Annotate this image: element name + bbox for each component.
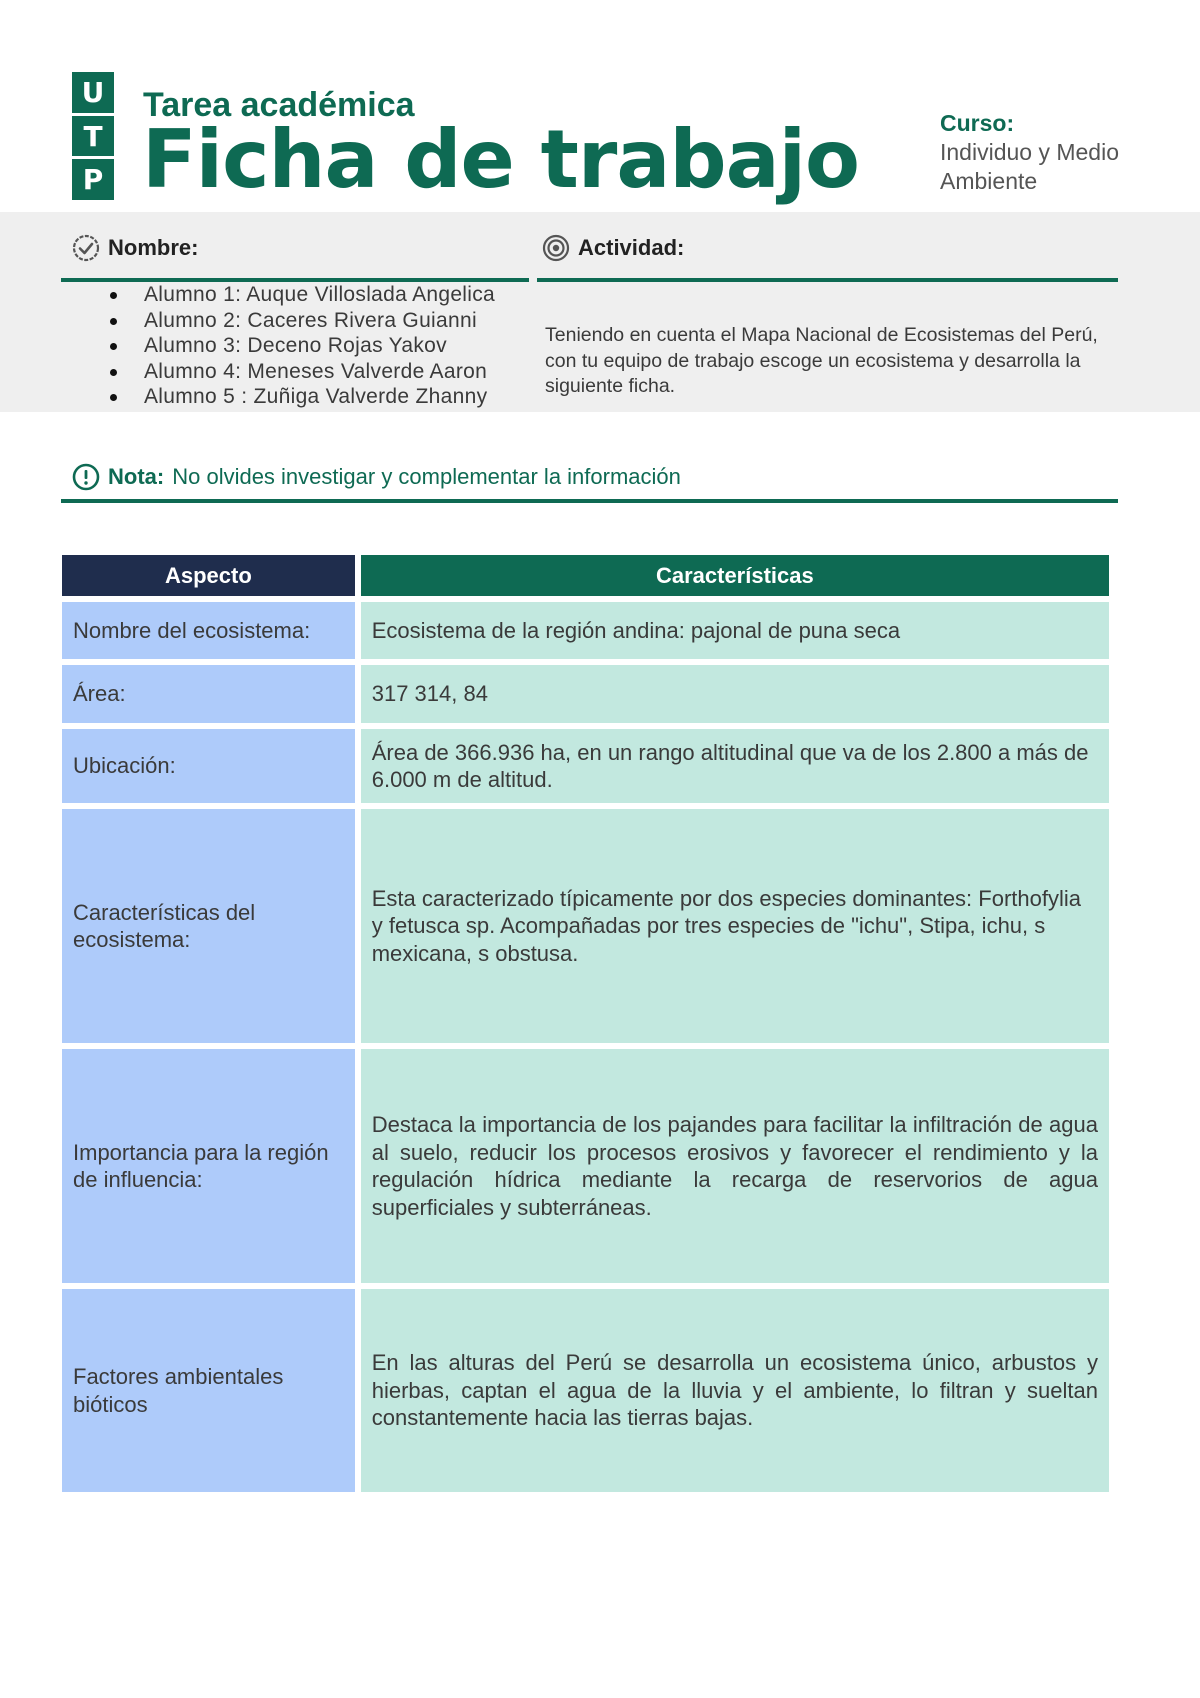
value-cell: Área de 366.936 ha, en un rango altitudinal que va de los 2.800 a más de 6.000 m de altitud. — [361, 729, 1109, 803]
list-item: Alumno 2: Caceres Rivera Guianni — [110, 308, 495, 334]
aspect-cell: Importancia para la región de influencia: — [62, 1049, 355, 1283]
table-header-row — [62, 555, 1109, 596]
activity-description: Teniendo en cuenta el Mapa Nacional de Ecosistemas del Perú, con tu equipo de trabajo escoge un ecosistema y desarrolla la siguiente ficha. — [545, 324, 1098, 397]
table-row — [62, 665, 1109, 723]
nombre-heading — [72, 234, 198, 262]
student-list — [110, 282, 495, 410]
target-icon — [542, 234, 570, 262]
value-cell: Esta caracterizado típicamente por dos especies dominantes: Forthofylia y fetusca sp. Acompañadas por tres especies de "ichu", Stipa, ichu, s mexicana, s obstusa. — [361, 809, 1109, 1043]
table-row — [62, 809, 1109, 1043]
table-row — [62, 602, 1109, 659]
utp-logo — [72, 72, 114, 200]
aspect-cell: Características del ecosistema: — [62, 809, 355, 1043]
note-divider — [61, 499, 1118, 503]
page-title: Ficha de trabajo — [142, 113, 859, 206]
list-item: Alumno 1: Auque Villoslada Angelica — [110, 282, 495, 308]
list-item: Alumno 5 : Zuñiga Valverde Zhanny — [110, 384, 495, 410]
column-header-aspecto: Aspecto — [62, 555, 355, 596]
exclamation-circle-icon — [72, 463, 100, 491]
page-subtitle: Tarea académica — [143, 86, 415, 124]
aspect-cell: Factores ambientales bióticos — [62, 1289, 355, 1492]
table-row — [62, 729, 1109, 803]
actividad-label: Actividad: — [578, 235, 685, 260]
value-cell: 317 314, 84 — [361, 665, 1109, 723]
value-cell: En las alturas del Perú se desarrolla un ecosistema único, arbustos y hierbas, captan el agua de la lluvia y el ambiente, lo filtran y sueltan constantemente hacia las tierras bajas. — [361, 1289, 1109, 1492]
logo-letter-u: U — [72, 72, 114, 113]
table-row — [62, 1049, 1109, 1283]
note — [72, 463, 681, 491]
aspect-cell: Nombre del ecosistema: — [62, 602, 355, 659]
list-item: Alumno 3: Deceno Rojas Yakov — [110, 333, 495, 359]
logo-letter-t: T — [72, 116, 114, 157]
actividad-divider — [537, 278, 1118, 282]
check-badge-icon — [72, 234, 100, 262]
value-cell: Ecosistema de la región andina: pajonal de puna seca — [361, 602, 1109, 659]
ecosystem-table — [62, 555, 1109, 1492]
list-item: Alumno 4: Meneses Valverde Aaron — [110, 359, 495, 385]
nombre-label: Nombre: — [108, 235, 199, 260]
actividad-heading — [542, 234, 684, 262]
note-label: Nota: — [108, 464, 165, 489]
column-header-caracteristicas: Características — [361, 555, 1109, 596]
table-row — [62, 1289, 1109, 1492]
note-text: No olvides investigar y complementar la información — [172, 464, 681, 489]
aspect-cell: Ubicación: — [62, 729, 355, 803]
course-value: Individuo y Medio Ambiente — [940, 139, 1119, 194]
course-label: Curso: — [940, 110, 1015, 136]
value-cell: Destaca la importancia de los pajandes para facilitar la infiltración de agua al suelo, reducir los procesos erosivos y favorecer el rendimiento y la regulación hídrica mediante la recarga de reservorios de agua superficiales y subterráneas. — [361, 1049, 1109, 1283]
aspect-cell: Área: — [62, 665, 355, 723]
logo-letter-p: P — [72, 159, 114, 200]
